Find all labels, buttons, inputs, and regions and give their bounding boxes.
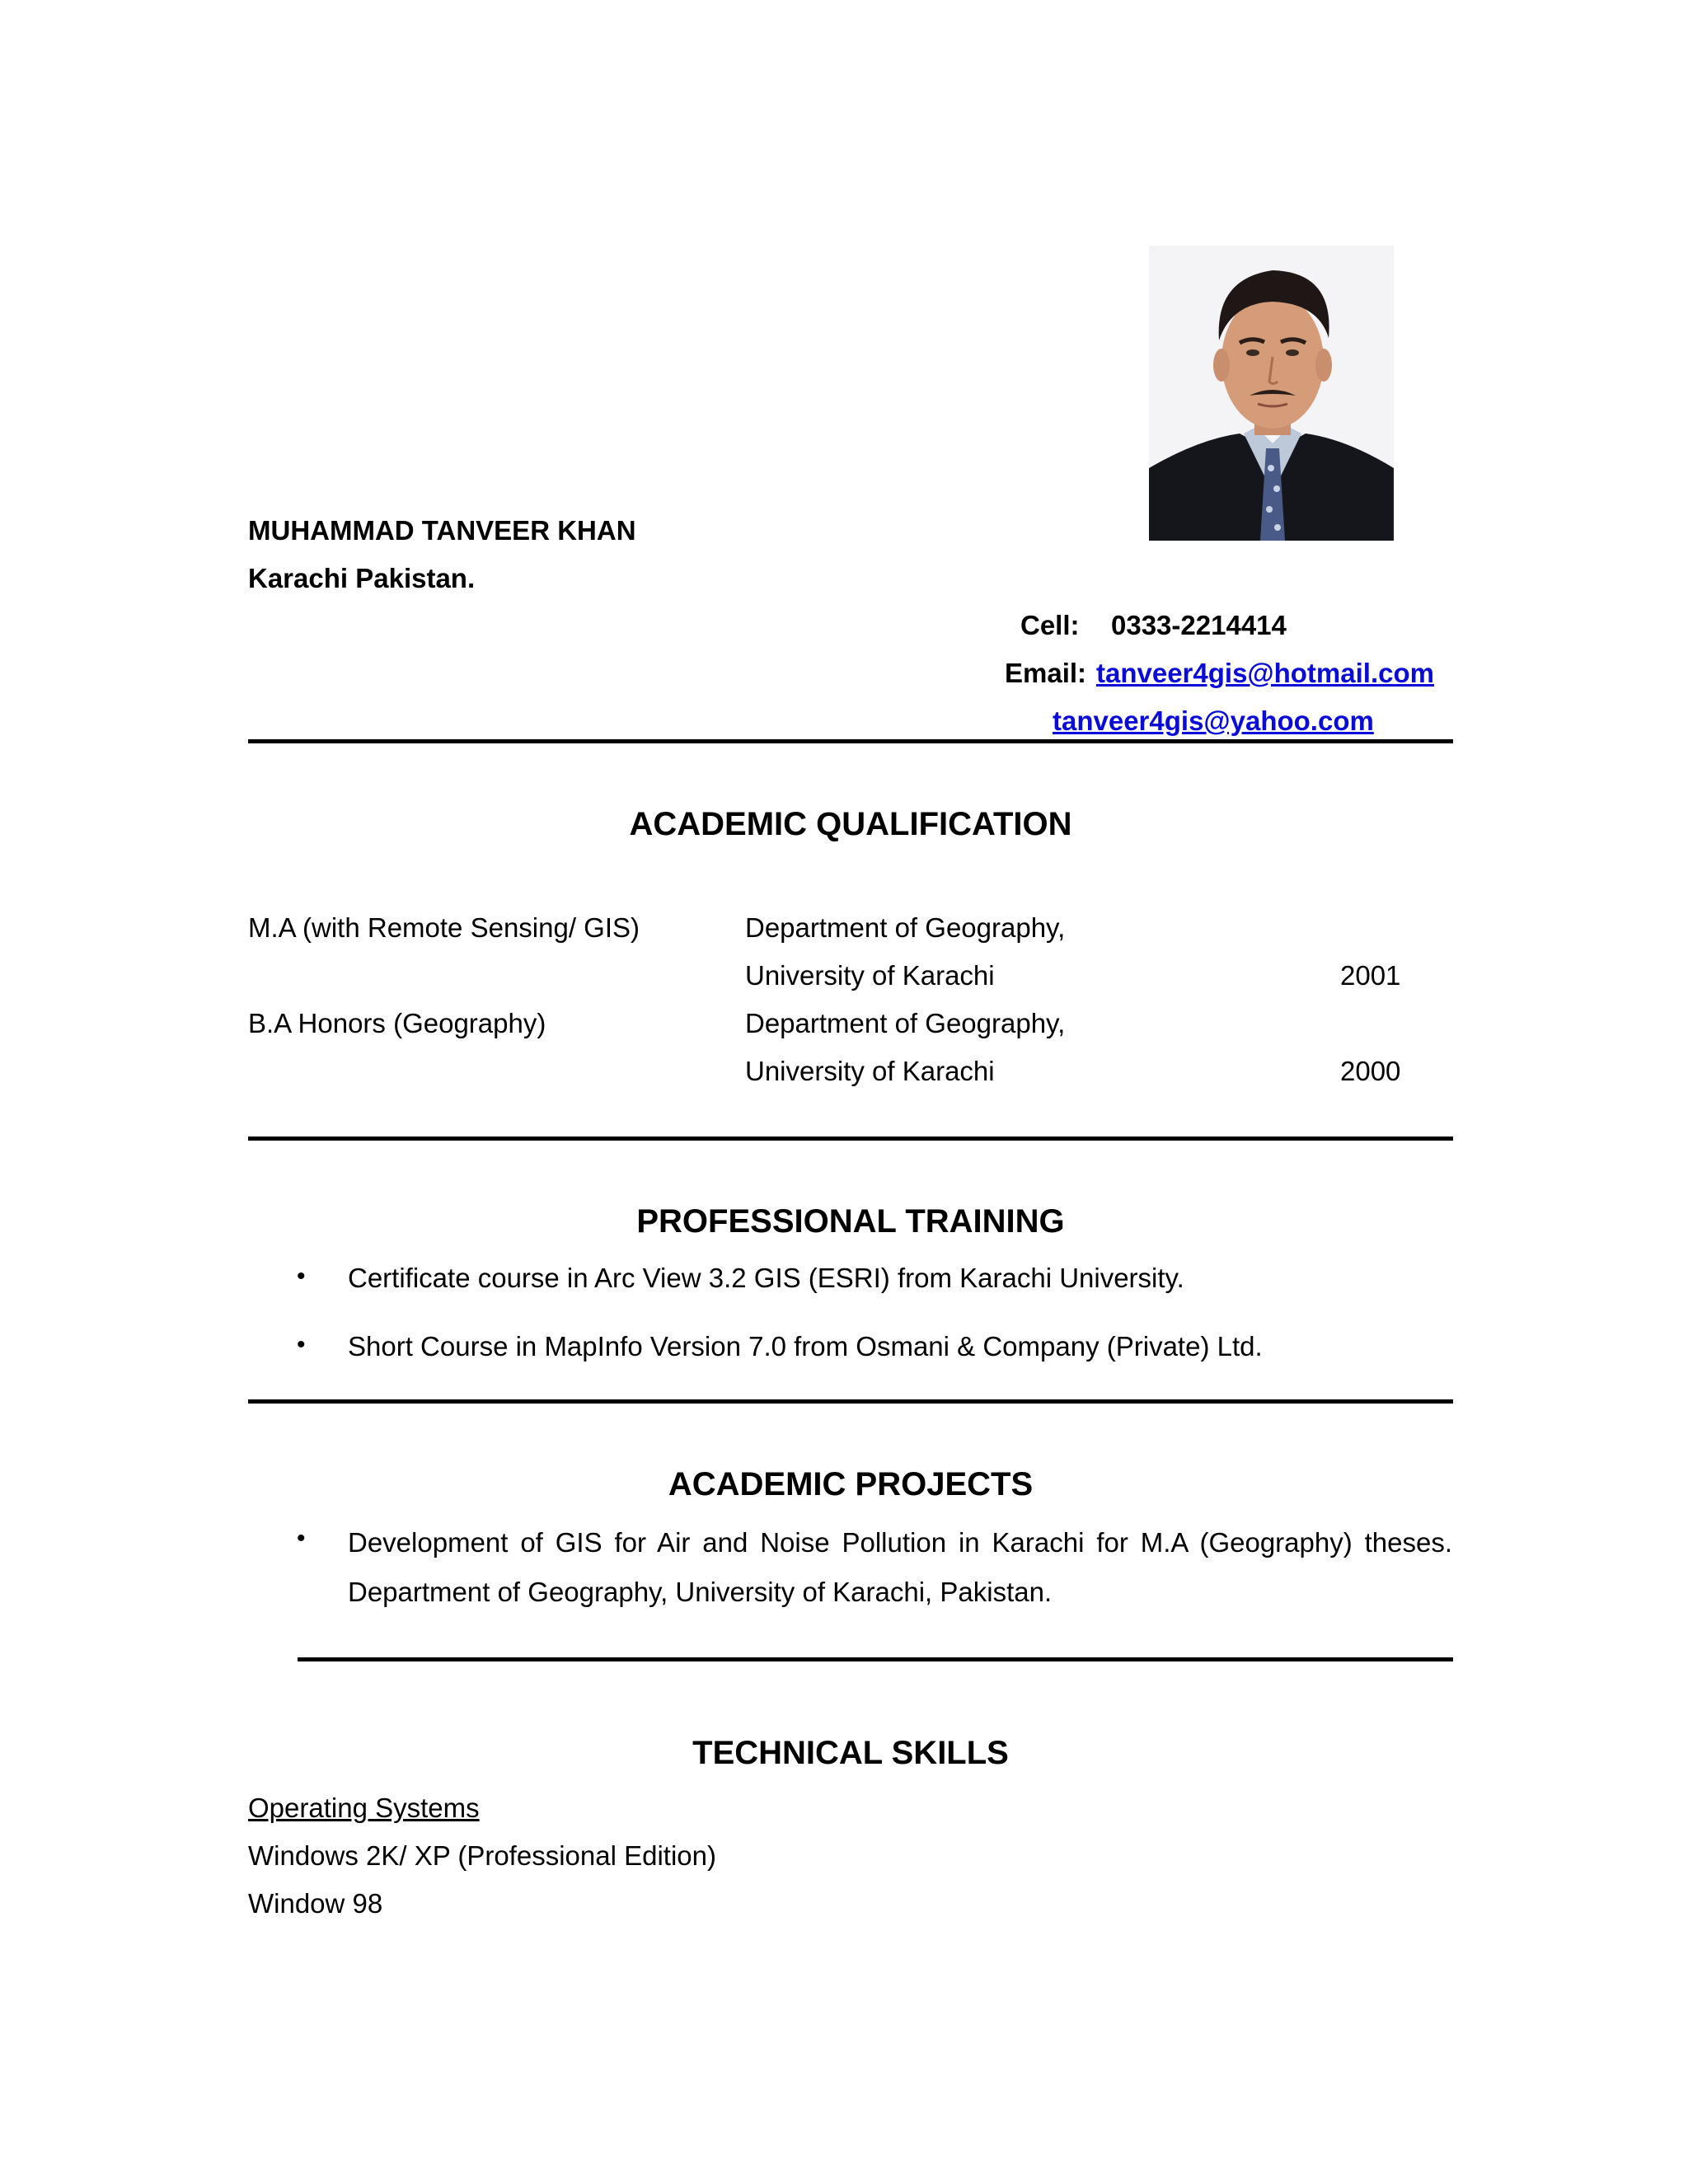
- dept-ba: Department of Geography,: [745, 1008, 1066, 1038]
- os-item: Windows 2K/ XP (Professional Edition): [248, 1840, 716, 1871]
- section-divider: [248, 739, 1453, 743]
- dept-ma: Department of Geography,: [745, 912, 1066, 943]
- degree-ma: M.A (with Remote Sensing/ GIS): [248, 912, 640, 943]
- bullet-icon: •: [297, 1525, 306, 1552]
- candidate-name: MUHAMMAD TANVEER KHAN: [248, 515, 636, 546]
- university-ma: University of Karachi: [745, 960, 995, 991]
- degree-ba: B.A Honors (Geography): [248, 1008, 546, 1038]
- bullet-icon: •: [297, 1331, 306, 1358]
- bullet-icon: •: [297, 1263, 306, 1290]
- training-item: Certificate course in Arc View 3.2 GIS (ESRI) from Karachi University.: [348, 1263, 1184, 1293]
- academic-projects-heading: ACADEMIC PROJECTS: [668, 1466, 1034, 1502]
- year-ba: 2000: [1340, 1056, 1401, 1086]
- project-item: Development of GIS for Air and Noise Pollution in Karachi for M.A (Geography) theses. Department of Geography, University of Karachi, Pakistan.: [348, 1527, 1452, 1607]
- email-link-yahoo[interactable]: tanveer4gis@yahoo.com: [1053, 705, 1374, 736]
- section-divider: [248, 1137, 1453, 1141]
- technical-skills-heading: TECHNICAL SKILLS: [692, 1735, 1009, 1771]
- os-item: Window 98: [248, 1888, 383, 1919]
- section-divider: [298, 1657, 1453, 1661]
- email-label: Email:: [1005, 658, 1087, 688]
- university-ba: University of Karachi: [745, 1056, 995, 1086]
- cell-number: 0333-2214414: [1111, 610, 1287, 640]
- profile-photo: [1149, 246, 1394, 541]
- candidate-location: Karachi Pakistan.: [248, 563, 476, 593]
- academic-qualification-heading: ACADEMIC QUALIFICATION: [629, 806, 1072, 842]
- cell-label: Cell:: [1020, 610, 1080, 640]
- operating-systems-heading: Operating Systems: [248, 1793, 480, 1823]
- year-ma: 2001: [1340, 960, 1401, 991]
- email-link-hotmail[interactable]: tanveer4gis@hotmail.com: [1096, 658, 1434, 688]
- section-divider: [248, 1399, 1453, 1404]
- professional-training-heading: PROFESSIONAL TRAINING: [636, 1203, 1065, 1240]
- training-item: Short Course in MapInfo Version 7.0 from Osmani & Company (Private) Ltd.: [348, 1331, 1263, 1361]
